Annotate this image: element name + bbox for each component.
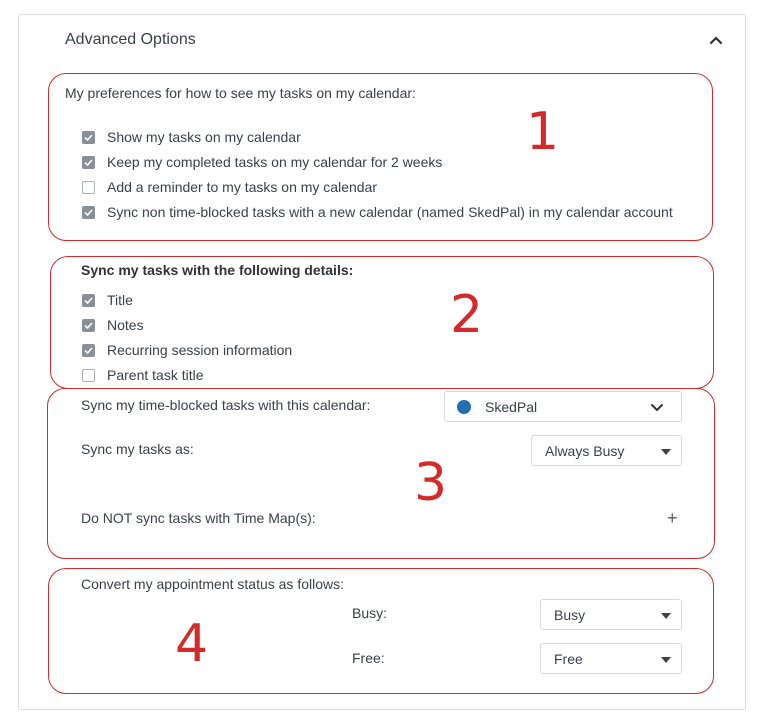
timemap-label: Do NOT sync tasks with Time Map(s): — [81, 510, 316, 526]
calendar-color-dot — [457, 400, 471, 414]
option-label: Notes — [107, 317, 144, 333]
checkbox-notes[interactable] — [82, 319, 95, 332]
chevron-down-icon — [649, 399, 665, 420]
busy-select-value: Busy — [554, 606, 586, 623]
option-label: Title — [107, 292, 133, 308]
busy-label: Busy: — [352, 605, 388, 621]
checkbox-title[interactable] — [82, 294, 95, 307]
caret-down-icon — [661, 613, 671, 619]
section1-heading: My preferences for how to see my tasks on my calendar: — [65, 85, 416, 101]
option-label: Add a reminder to my tasks on my calendar — [107, 179, 378, 195]
annotation-number-3: 3 — [414, 453, 448, 513]
checkbox-parent-task-title[interactable] — [82, 369, 95, 382]
calendar-select-value: SkedPal — [485, 398, 538, 415]
section2-heading: Sync my tasks with the following details: — [81, 262, 354, 278]
checkbox-keep-completed[interactable] — [82, 156, 95, 169]
caret-down-icon — [661, 657, 671, 663]
checkbox-show-tasks[interactable] — [82, 131, 95, 144]
option-label: Show my tasks on my calendar — [107, 129, 301, 145]
calendar-label: Sync my time-blocked tasks with this calendar: — [81, 397, 371, 413]
checkbox-add-reminder[interactable] — [82, 181, 95, 194]
option-label: Parent task title — [107, 367, 204, 383]
sync-as-label: Sync my tasks as: — [81, 441, 194, 457]
calendar-select[interactable] — [444, 391, 682, 422]
free-select-value: Free — [554, 650, 583, 667]
free-label: Free: — [352, 650, 385, 666]
panel-title: Advanced Options — [65, 31, 196, 48]
caret-down-icon — [661, 449, 671, 455]
sync-as-value: Always Busy — [545, 442, 625, 459]
sync-as-select[interactable] — [531, 435, 682, 466]
annotation-number-1: 1 — [526, 102, 560, 162]
annotation-number-4: 4 — [175, 614, 209, 674]
busy-select[interactable] — [540, 599, 682, 630]
section4-heading: Convert my appointment status as follows: — [81, 576, 345, 592]
option-label: Keep my completed tasks on my calendar for 2 weeks — [107, 154, 443, 170]
checkbox-recurring-session[interactable] — [82, 344, 95, 357]
free-select[interactable] — [540, 643, 682, 674]
option-label: Sync non time-blocked tasks with a new calendar (named SkedPal) in my calendar account — [107, 204, 673, 220]
plus-icon[interactable]: + — [667, 508, 678, 528]
checkbox-sync-non-time-blocked[interactable] — [82, 206, 95, 219]
annotation-number-2: 2 — [450, 285, 484, 345]
option-label: Recurring session information — [107, 342, 293, 358]
chevron-up-icon[interactable] — [706, 30, 726, 50]
